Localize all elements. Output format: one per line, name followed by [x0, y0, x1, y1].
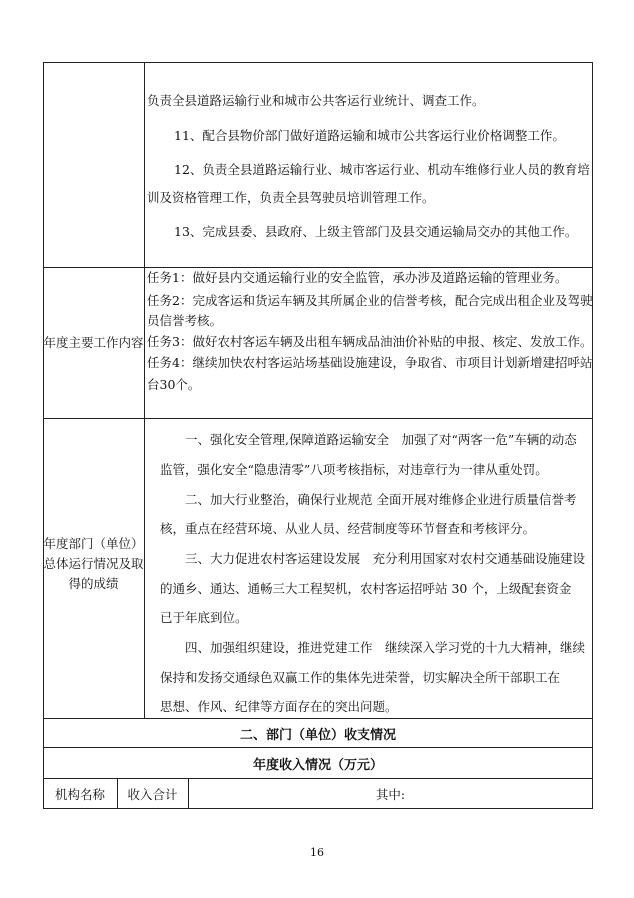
- result-line: 已于年底到位。: [160, 610, 248, 625]
- result-line: 监管，强化安全“隐患清零”八项考核指标，对违章行为一律从重处罚。: [160, 462, 548, 477]
- task-line: 台30个。: [147, 377, 201, 392]
- duty-line: 负责全县道路运输行业和城市公共客运行业统计、调查工作。: [147, 93, 485, 108]
- results-label-line: 总体运行情况及取: [43, 556, 144, 571]
- duty-line: 13、完成县委、县政府、上级主管部门及县交通运输局交办的其他工作。: [174, 224, 578, 239]
- label-column-divider: [144, 62, 145, 718]
- result-line: 的通乡、通达、通畅三大工程契机，农村客运招呼站 30 个，上级配套资金: [160, 581, 572, 596]
- row-divider: [43, 778, 593, 779]
- result-line: 四、加强组织建设，推进党建工作 继续深入学习党的十九大精神，继续: [185, 640, 586, 655]
- task-line: 任务3：做好农村客运车辆及出租车辆成品油油价补贴的申报、核定、发放工作。: [147, 334, 593, 349]
- result-line: 二、加大行业整治，确保行业规范 全面开展对维修企业进行质量信誉考: [185, 492, 577, 507]
- result-line: 三、大力促进农村客运建设发展 充分利用国家对农村交通基础设施建设: [185, 551, 586, 566]
- task-line: 员信誉考核。: [147, 313, 223, 328]
- row-divider: [43, 418, 593, 419]
- result-line: 核，重点在经营环境、从业人员、经营制度等环节督查和考核评分。: [160, 521, 536, 536]
- page-number: 16: [310, 846, 324, 859]
- result-line: 思想、作风、纪律等方面存在的突出问题。: [160, 699, 398, 714]
- duty-line: 训及资格管理工作，负责全县驾驶员培训管理工作。: [147, 190, 435, 205]
- section-title: 二、部门（单位）收支情况: [239, 728, 396, 743]
- row-divider: [43, 267, 593, 268]
- row-divider: [43, 747, 593, 748]
- col-header-income-total: 收入合计: [127, 787, 178, 802]
- tasks-label: 年度主要工作内容: [43, 335, 144, 350]
- duty-line: 12、负责全县道路运输行业、城市客运行业、机动车维修行业人员的教育培: [174, 162, 590, 177]
- task-line: 任务2：完成客运和货运车辆及其所属企业的信誉考核，配合完成出租企业及驾驶: [147, 293, 593, 308]
- col-header-org-name: 机构名称: [54, 787, 105, 802]
- task-line: 任务1：做好县内交通运输行业的安全监管，承办涉及道路运输的管理业务。: [147, 270, 568, 285]
- results-label-line: 得的成绩: [68, 576, 119, 591]
- task-line: 任务4：继续加快农村客运站场基础设施建设，争取省、市项目计划新增建招呼站: [147, 355, 593, 370]
- result-line: 一、强化安全管理,保障道路运输安全 加强了对“两客一危”车辆的动态: [185, 432, 577, 447]
- result-line: 保持和发扬交通绿色双赢工作的集体先进荣誉，切实解决全所干部职工在: [160, 670, 561, 685]
- results-label-line: 年度部门（单位）: [43, 536, 144, 551]
- duty-line: 11、配合县物价部门做好道路运输和城市公共客运行业价格调整工作。: [174, 128, 565, 143]
- row-divider: [43, 718, 593, 719]
- col-header-breakdown: 其中:: [375, 787, 406, 802]
- income-table-title: 年度收入情况（万元）: [252, 758, 383, 773]
